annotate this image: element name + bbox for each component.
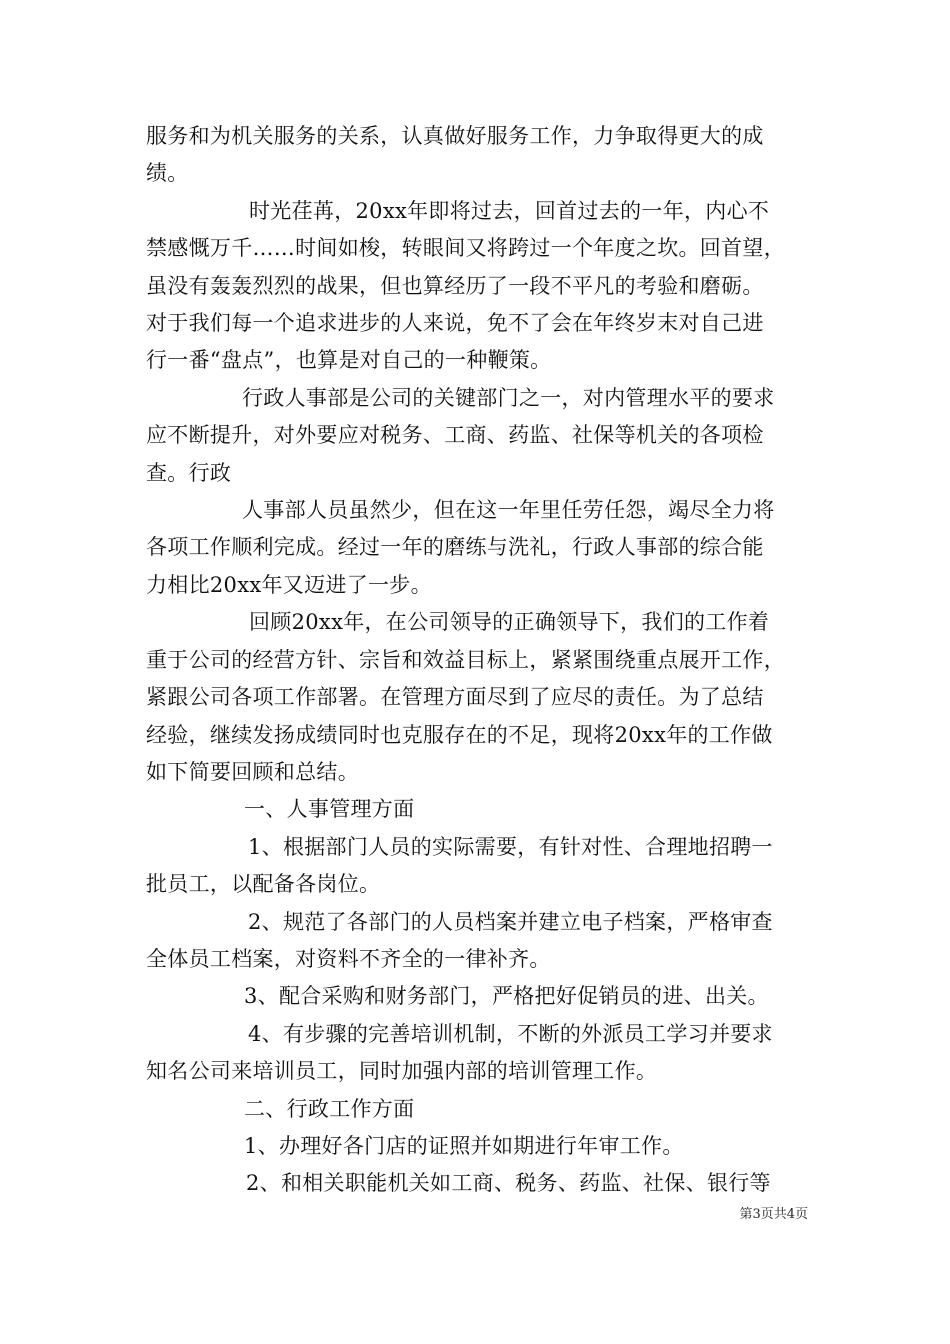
list-item-hr-2 xyxy=(146,904,808,979)
text-line: 虽没有轰轰烈烈的战果，但也算经历了一段不平凡的考验和磨砺。 xyxy=(146,273,764,298)
text-line: 全体员工档案，对资料不齐全的一律补齐。 xyxy=(146,946,551,971)
text-line: 应不断提升，对外要应对税务、工商、药监、社保等机关的各项检 xyxy=(146,423,764,448)
text-line: 如下简要回顾和总结。 xyxy=(146,759,359,784)
heading-line: 二、行政工作方面 xyxy=(244,1096,415,1121)
text-line: 各项工作顺利完成。经过一年的磨练与洗礼，行政人事部的综合能 xyxy=(146,535,764,560)
list-item-hr-3 xyxy=(146,978,808,1015)
page-number-footer: 第3页共4页 xyxy=(739,1207,808,1222)
paragraph-year-review-intro xyxy=(146,193,808,380)
text-line: 行一番“盘点”，也算是对自己的一种鞭策。 xyxy=(146,348,552,373)
heading-line: 一、人事管理方面 xyxy=(244,797,415,822)
text-line: 1、办理好各门店的证照并如期进行年审工作。 xyxy=(244,1133,684,1158)
text-line: 对于我们每一个追求进步的人来说，免不了会在年终岁末对自己进 xyxy=(146,311,764,336)
paragraph-service-relation xyxy=(146,118,808,193)
text-line: 重于公司的经营方针、宗旨和效益目标上，紧紧围绕重点展开工作， xyxy=(146,647,785,672)
text-line: 知名公司来培训员工，同时加强内部的培训管理工作。 xyxy=(146,1059,658,1084)
text-line: 禁感慨万千……时间如梭，转眼间又将跨过一个年度之坎。回首望， xyxy=(146,236,785,261)
paragraph-annual-summary xyxy=(146,604,808,791)
section-heading-hr xyxy=(146,791,808,828)
text-line: 行政人事部是公司的关键部门之一，对内管理水平的要求 xyxy=(242,385,775,410)
text-line: 查。行政 xyxy=(146,460,232,485)
text-line: 回顾20xx年，在公司领导的正确领导下，我们的工作着 xyxy=(249,610,770,635)
text-line: 3、配合采购和财务部门，严格把好促销员的进、出关。 xyxy=(244,984,769,1009)
list-item-hr-4 xyxy=(146,1016,808,1091)
text-line: 时光荏苒，20xx年即将过去，回首过去的一年，内心不 xyxy=(249,198,770,223)
text-line: 服务和为机关服务的关系，认真做好服务工作，力争取得更大的成 xyxy=(146,124,764,148)
text-line: 4、有步骤的完善培训机制，不断的外派员工学习并要求 xyxy=(248,1021,773,1046)
text-line: 2、规范了各部门的人员档案并建立电子档案，严格审查 xyxy=(248,909,773,934)
document-body xyxy=(146,118,808,1203)
list-item-hr-1 xyxy=(146,829,808,904)
text-line: 2、和相关职能机关如工商、税务、药监、社保、银行等 xyxy=(246,1171,771,1196)
section-heading-admin xyxy=(146,1091,808,1128)
text-line: 绩。 xyxy=(146,161,189,186)
text-line: 经验，继续发扬成绩同时也克服存在的不足，现将20xx年的工作做 xyxy=(146,722,773,747)
paragraph-staff-effort xyxy=(146,492,808,604)
text-line: 紧跟公司各项工作部署。在管理方面尽到了应尽的责任。为了总结 xyxy=(146,685,764,710)
list-item-admin-2 xyxy=(146,1165,808,1202)
text-line: 1、根据部门人员的实际需要，有针对性、合理地招聘一 xyxy=(248,834,773,859)
list-item-admin-1 xyxy=(146,1128,808,1165)
paragraph-department-role xyxy=(146,380,808,492)
text-line: 批员工，以配备各岗位。 xyxy=(146,872,381,897)
text-line: 人事部人员虽然少，但在这一年里任劳任怨，竭尽全力将 xyxy=(242,498,775,523)
text-line: 力相比20xx年又迈进了一步。 xyxy=(146,572,432,597)
